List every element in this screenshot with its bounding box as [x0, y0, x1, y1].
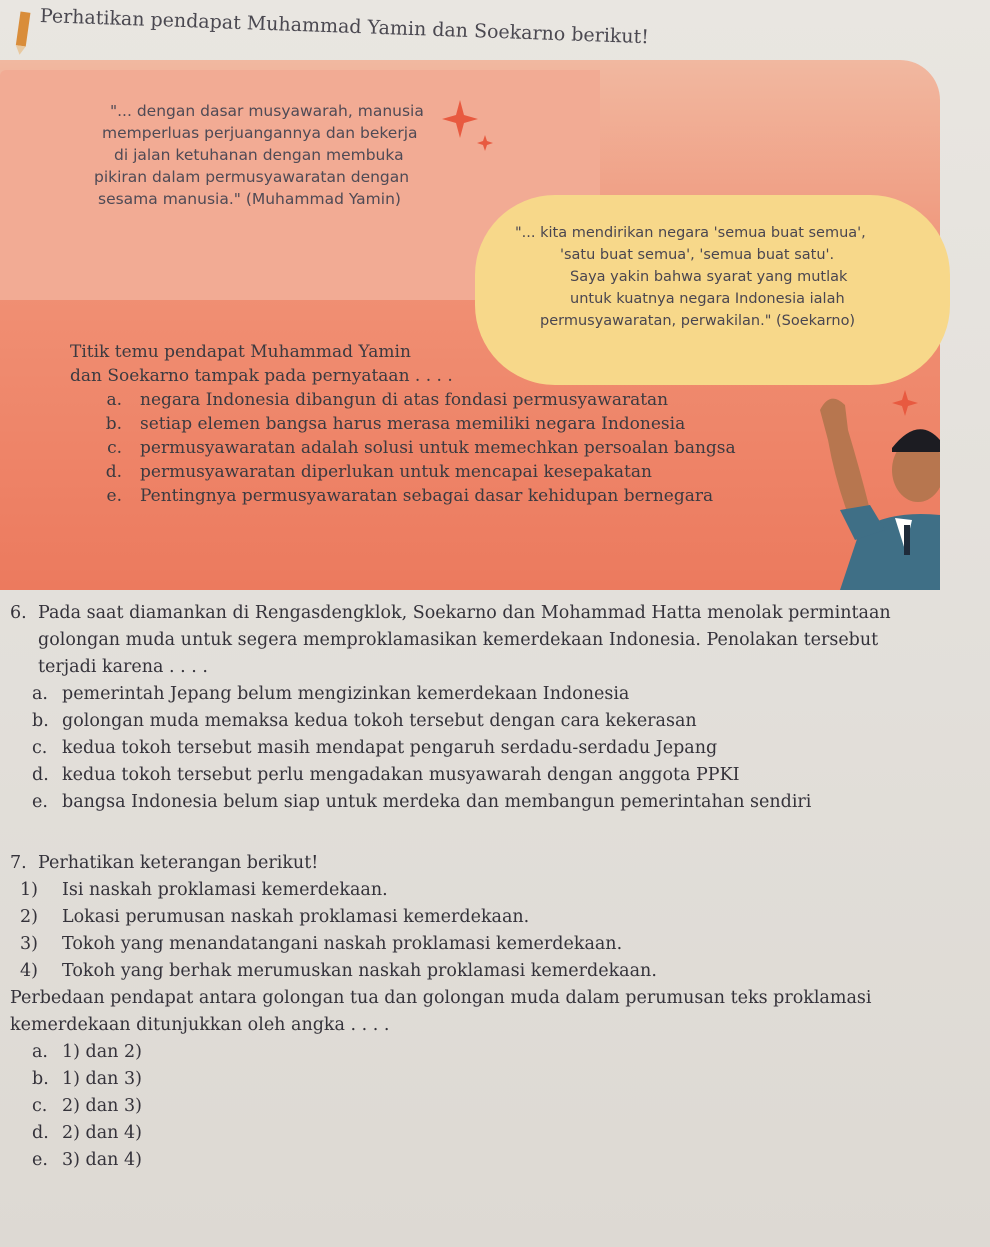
answer-option[interactable]: a. pemerintah Jepang belum mengizinkan kemerdekaan Indonesia — [32, 684, 630, 704]
question-stem: Titik temu pendapat Muhammad Yamin — [70, 342, 411, 362]
soekarno-illustration — [800, 390, 940, 590]
answer-option[interactable]: d. kedua tokoh tersebut perlu mengadakan musyawarah dengan anggota PPKI — [32, 765, 740, 785]
quote-line: memperluas perjuangannya dan bekerja — [102, 124, 418, 142]
answer-option[interactable]: e. Pentingnya permusyawaratan sebagai dasar kehidupan bernegara — [106, 486, 714, 506]
quote-line: 'satu buat semua', 'semua buat satu'. — [560, 247, 835, 263]
answer-option[interactable]: e. bangsa Indonesia belum siap untuk merdeka dan membangun pemerintahan sendiri — [32, 792, 812, 812]
yamin-quote — [94, 100, 490, 210]
list-item: 4) Tokoh yang berhak merumuskan naskah proklamasi kemerdekaan. — [20, 961, 657, 981]
list-item: 3) Tokoh yang menandatangani naskah proklamasi kemerdekaan. — [20, 934, 623, 954]
question-text: kemerdekaan ditunjukkan oleh angka . . . . — [10, 1015, 390, 1035]
question-text: Perbedaan pendapat antara golongan tua dan golongan muda dalam perumusan teks proklamasi — [10, 988, 872, 1008]
question-stem: Pada saat diamankan di Rengasdengklok, Soekarno dan Mohammad Hatta menolak permintaan — [38, 603, 891, 623]
intro-instruction: Perhatikan pendapat Muhammad Yamin dan Soekarno berikut! — [39, 5, 650, 49]
answer-option[interactable]: c. 2) dan 3) — [32, 1096, 142, 1116]
question-stem: Perhatikan keterangan berikut! — [38, 853, 319, 873]
quote-line: permusyawaratan, perwakilan." (Soekarno) — [540, 313, 856, 329]
quote-line: pikiran dalam permusyawaratan dengan — [94, 168, 410, 186]
answer-option[interactable]: d. permusyawaratan diperlukan untuk mencapai kesepakatan — [105, 462, 652, 482]
pencil-icon — [10, 10, 36, 56]
question-number: 7. — [10, 853, 27, 873]
quote-line: sesama manusia." (Muhammad Yamin) — [98, 190, 401, 208]
answer-option[interactable]: a. 1) dan 2) — [32, 1042, 142, 1062]
list-item: 2) Lokasi perumusan naskah proklamasi kemerdekaan. — [20, 907, 530, 927]
soekarno-quote — [515, 222, 940, 332]
answer-option[interactable]: c. kedua tokoh tersebut masih mendapat pengaruh serdadu-serdadu Jepang — [32, 738, 718, 758]
question-stem: terjadi karena . . . . — [38, 657, 208, 677]
question-7 — [10, 850, 970, 1174]
quote-line: di jalan ketuhanan dengan membuka — [114, 146, 404, 164]
answer-option[interactable]: e. 3) dan 4) — [32, 1150, 142, 1170]
quote-line: "... kita mendirikan negara 'semua buat semua', — [515, 225, 866, 241]
answer-option[interactable]: c. permusyawaratan adalah solusi untuk memechkan persoalan bangsa — [107, 438, 736, 458]
answer-option[interactable]: b. setiap elemen bangsa harus merasa memiliki negara Indonesia — [105, 414, 686, 434]
list-item: 1) Isi naskah proklamasi kemerdekaan. — [20, 880, 388, 900]
question-6 — [10, 600, 970, 816]
quote-line: Saya yakin bahwa syarat yang mutlak — [570, 269, 848, 285]
question-stem: golongan muda untuk segera memproklamasikan kemerdekaan Indonesia. Penolakan tersebut — [38, 630, 879, 650]
answer-option[interactable]: b. 1) dan 3) — [32, 1069, 142, 1089]
question-5 — [70, 340, 770, 508]
quote-line: "... dengan dasar musyawarah, manusia — [110, 102, 424, 120]
question-number: 6. — [10, 603, 27, 623]
quote-line: untuk kuatnya negara Indonesia ialah — [570, 291, 845, 307]
question-stem: dan Soekarno tampak pada pernyataan . . . . — [70, 366, 453, 386]
answer-option[interactable]: d. 2) dan 4) — [32, 1123, 142, 1143]
answer-option[interactable]: a. negara Indonesia dibangun di atas fondasi permusyawaratan — [106, 390, 669, 410]
answer-option[interactable]: b. golongan muda memaksa kedua tokoh tersebut dengan cara kekerasan — [32, 711, 697, 731]
